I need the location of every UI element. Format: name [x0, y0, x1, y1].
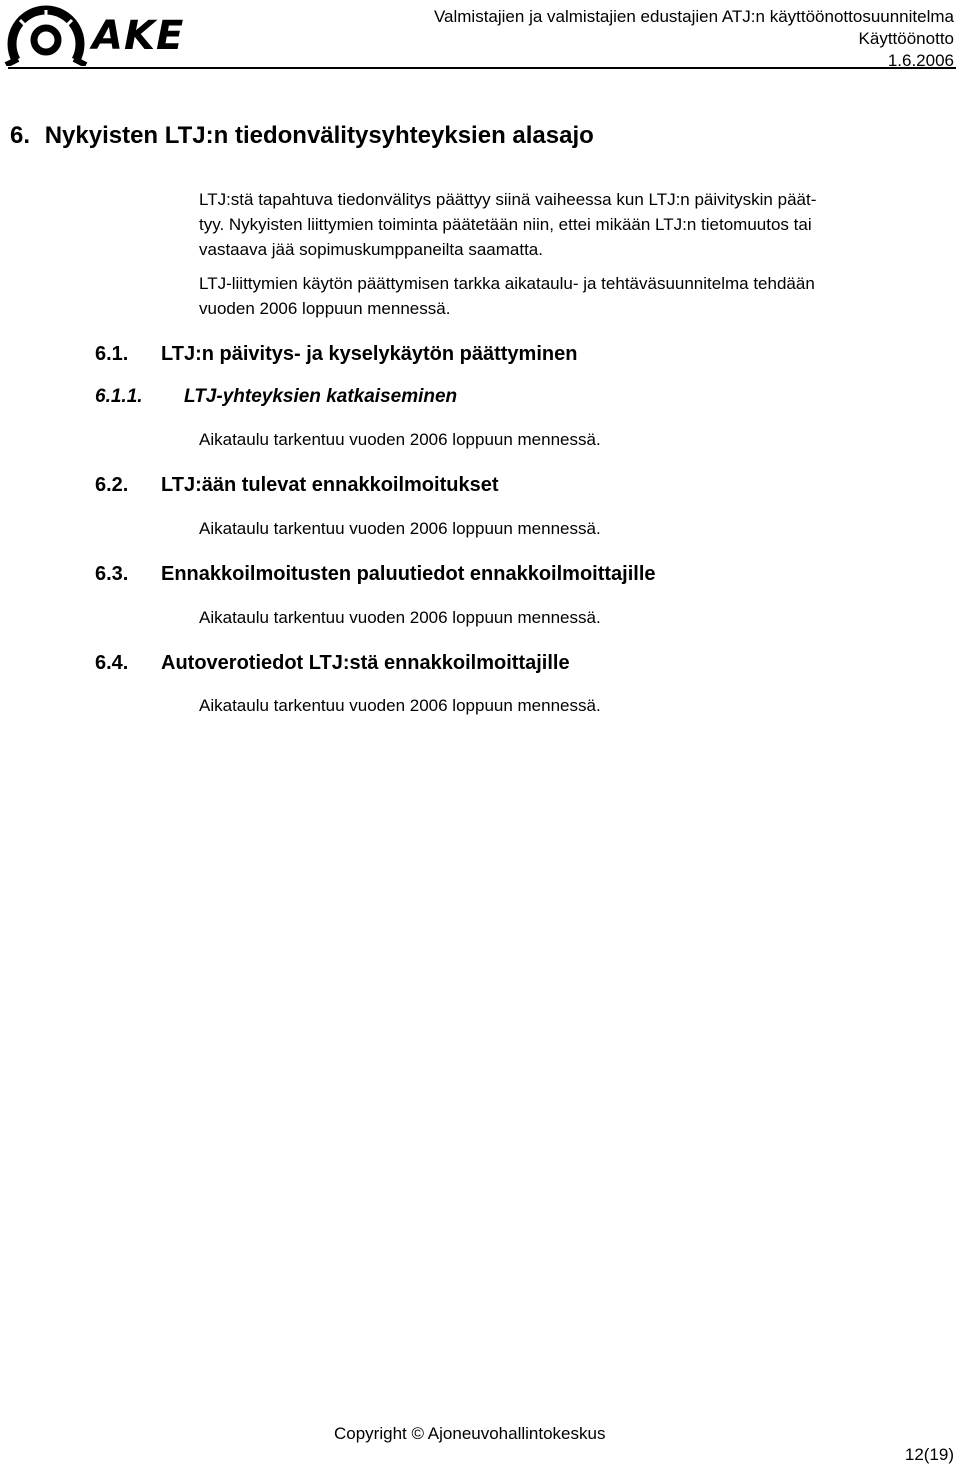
chapter-heading: [10, 122, 594, 150]
section-6-1-1-title: LTJ-yhteyksien katkaiseminen: [184, 386, 458, 407]
ake-logo-icon: [4, 4, 88, 66]
logo-text: AKE: [92, 13, 185, 59]
chapter-title: Nykyisten LTJ:n tiedonvälitysyhteyksien alasajo: [44, 122, 594, 149]
section-6-3-title: Ennakkoilmoitusten paluutiedot ennakkoilmoittajille: [161, 563, 656, 585]
section-6-1-1-body: Aikataulu tarkentuu vuoden 2006 loppuun mennessä.: [199, 430, 601, 449]
paragraph-1-line-3: vastaava jää sopimuskumppaneilta saamatta.: [199, 240, 543, 259]
header-section: Käyttöönotto: [858, 29, 954, 48]
section-6-1-1-number: 6.1.1.: [95, 386, 143, 407]
section-6-1-number: 6.1.: [95, 343, 129, 365]
section-6-3-number: 6.3.: [95, 563, 129, 585]
section-6-4-title: Autoverotiedot LTJ:stä ennakkoilmoittajille: [161, 652, 570, 674]
section-6-2-number: 6.2.: [95, 474, 129, 496]
section-6-4-number: 6.4.: [95, 652, 129, 674]
section-6-2-title: LTJ:ään tulevat ennakkoilmoitukset: [161, 474, 499, 496]
paragraph-1-line-2: tyy. Nykyisten liittymien toiminta päätetään niin, ettei mikään LTJ:n tietomuutos tai: [199, 215, 812, 234]
paragraph-2-line-2: vuoden 2006 loppuun mennessä.: [199, 299, 451, 318]
chapter-number: 6.: [10, 122, 31, 149]
section-6-1-title: LTJ:n päivitys- ja kyselykäytön päättyminen: [161, 343, 578, 365]
header-doc-title: Valmistajien ja valmistajien edustajien ATJ:n käyttöönottosuunnitelma: [433, 7, 954, 26]
paragraph-2-line-1: LTJ-liittymien käytön päättymisen tarkka aikataulu- ja tehtäväsuunnitelma tehdään: [199, 274, 815, 293]
ake-logo: [4, 4, 224, 66]
page-number: 12(19): [904, 1445, 954, 1464]
header-rule: [8, 67, 956, 69]
section-6-3-body: Aikataulu tarkentuu vuoden 2006 loppuun mennessä.: [199, 608, 601, 627]
section-6-2-body: Aikataulu tarkentuu vuoden 2006 loppuun mennessä.: [199, 519, 601, 538]
paragraph-1-line-1: LTJ:stä tapahtuva tiedonvälitys päättyy siinä vaiheessa kun LTJ:n päivityskin päät-: [199, 190, 817, 209]
header-date: 1.6.2006: [887, 51, 954, 70]
footer-copyright: Copyright © Ajoneuvohallintokeskus: [334, 1424, 606, 1443]
section-6-4-body: Aikataulu tarkentuu vuoden 2006 loppuun mennessä.: [199, 696, 601, 715]
